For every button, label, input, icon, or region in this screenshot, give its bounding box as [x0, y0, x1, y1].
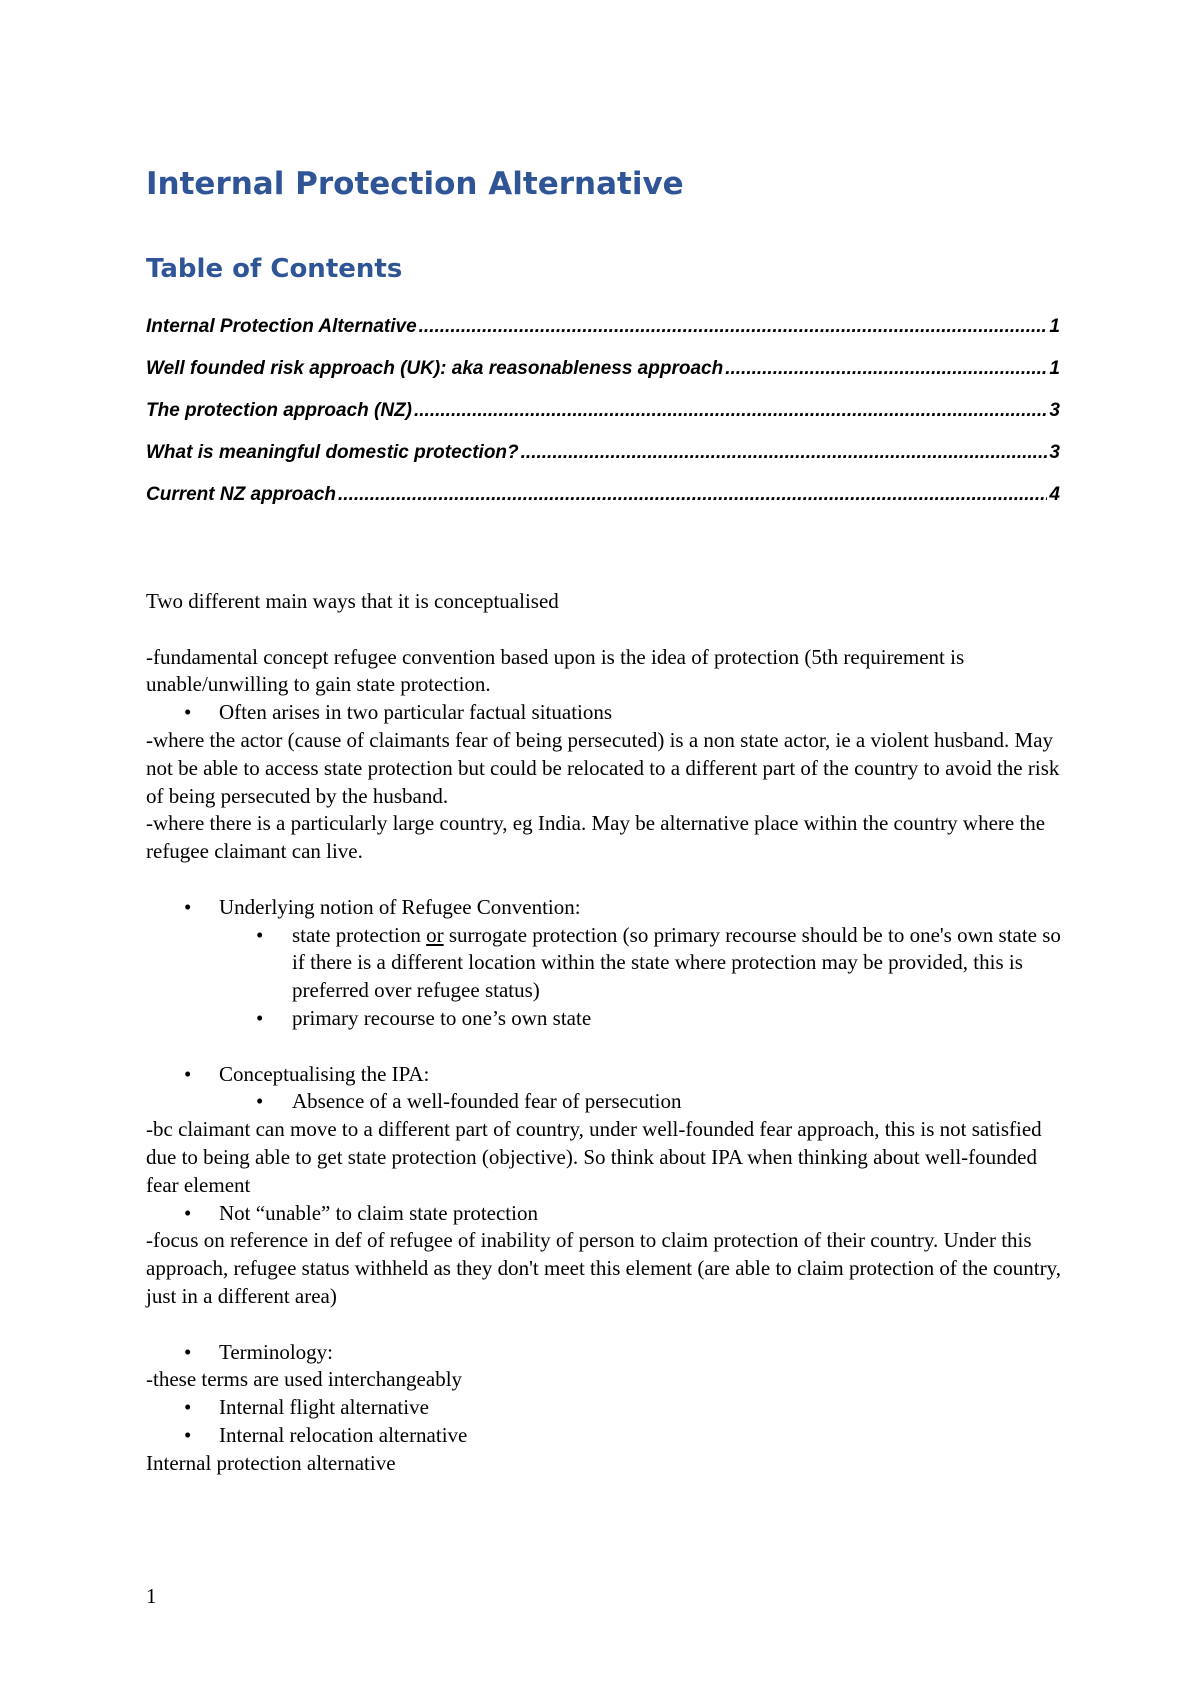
- toc-entry-page: 3: [1049, 400, 1060, 421]
- bullet-item: • Internal flight alternative: [146, 1394, 1066, 1422]
- bullet-item: • Conceptualising the IPA:: [146, 1061, 1066, 1089]
- underlined-text: or: [426, 922, 444, 947]
- toc-entry-page: 1: [1049, 316, 1060, 337]
- toc-heading: Table of Contents: [146, 254, 403, 284]
- page-number: 1: [146, 1584, 157, 1608]
- toc-entry-page: 3: [1049, 442, 1060, 463]
- toc-entry-text: Internal Protection Alternative: [146, 316, 417, 337]
- paragraph: -bc claimant can move to a different part of country, under well-founded fear approach, this is not satisfied due to being able to get state protection (objective). So think about IPA when thinking about well-founded fear element: [146, 1117, 1042, 1197]
- blank-line: [146, 1033, 1066, 1061]
- paragraph: -these terms are used interchangeably: [146, 1367, 463, 1392]
- bullet-item: • Underlying notion of Refugee Convention:: [146, 894, 1066, 922]
- toc-entry-current-nz-approach[interactable]: [146, 474, 1060, 516]
- toc-leader-dots: [338, 474, 1047, 516]
- toc-leader-dots: [414, 390, 1047, 432]
- toc-entry-well-founded-risk-approach[interactable]: [146, 348, 1060, 390]
- table-of-contents: [146, 306, 1060, 516]
- text-run: surrogate protection (so primary recourse should be to one's own state so if there is a different location within the state where protection may be provided, this is preferred over refugee status): [292, 922, 1061, 1003]
- toc-entry-internal-protection-alternative[interactable]: [146, 306, 1060, 348]
- toc-leader-dots: [725, 348, 1047, 390]
- toc-entry-page: 1: [1049, 358, 1060, 379]
- paragraph: -where the actor (cause of claimants fear of being persecuted) is a non state actor, ie a violent husband. May not be able to access state protection but could be relocated to a different part of the country to avoid the risk of being persecuted by the husband.: [146, 727, 1060, 808]
- paragraph: -where there is a particularly large country, eg India. May be alternative place within the country where the refugee claimant can live.: [146, 811, 1046, 864]
- paragraph-intro: Two different main ways that it is conceptualised: [146, 589, 559, 613]
- sub-bullet-item: [146, 922, 1066, 1005]
- bullet-item: • Not “unable” to claim state protection: [146, 1200, 1066, 1228]
- toc-entry-text: What is meaningful domestic protection?: [146, 442, 519, 463]
- blank-line: [146, 1311, 1066, 1339]
- toc-leader-dots: [419, 306, 1048, 348]
- paragraph: Internal protection alternative: [146, 1450, 396, 1475]
- bullet-item: • Terminology:: [146, 1339, 1066, 1367]
- toc-entry-protection-approach[interactable]: [146, 390, 1060, 432]
- bullet-item: • Often arises in two particular factual situations: [146, 699, 1066, 727]
- blank-line: [146, 866, 1066, 894]
- toc-entry-text: Well founded risk approach (UK): aka reasonableness approach: [146, 358, 724, 379]
- text-run: state protection: [292, 922, 427, 947]
- sub-bullet-item: • primary recourse to one’s own state: [146, 1005, 1066, 1033]
- toc-entry-text: Current NZ approach: [146, 484, 337, 505]
- toc-leader-dots: [521, 432, 1048, 474]
- blank-line: [146, 616, 1066, 644]
- bullet-item: • Internal relocation alternative: [146, 1422, 1066, 1450]
- document-body: [146, 588, 1066, 1478]
- toc-entry-meaningful-domestic-protection[interactable]: [146, 432, 1060, 474]
- toc-entry-page: 4: [1049, 484, 1060, 505]
- sub-bullet-item: • Absence of a well-founded fear of persecution: [146, 1088, 1066, 1116]
- paragraph: -fundamental concept refugee convention based upon is the idea of protection (5th requirement is unable/unwilling to gain state protection.: [146, 644, 965, 697]
- paragraph: -focus on reference in def of refugee of inability of person to claim protection of their country. Under this approach, refugee status withheld as they don't meet this element (are able to claim protection of the country, just in a different area): [146, 1228, 1062, 1308]
- document-title: Internal Protection Alternative: [146, 166, 684, 202]
- toc-entry-text: The protection approach (NZ): [146, 400, 412, 421]
